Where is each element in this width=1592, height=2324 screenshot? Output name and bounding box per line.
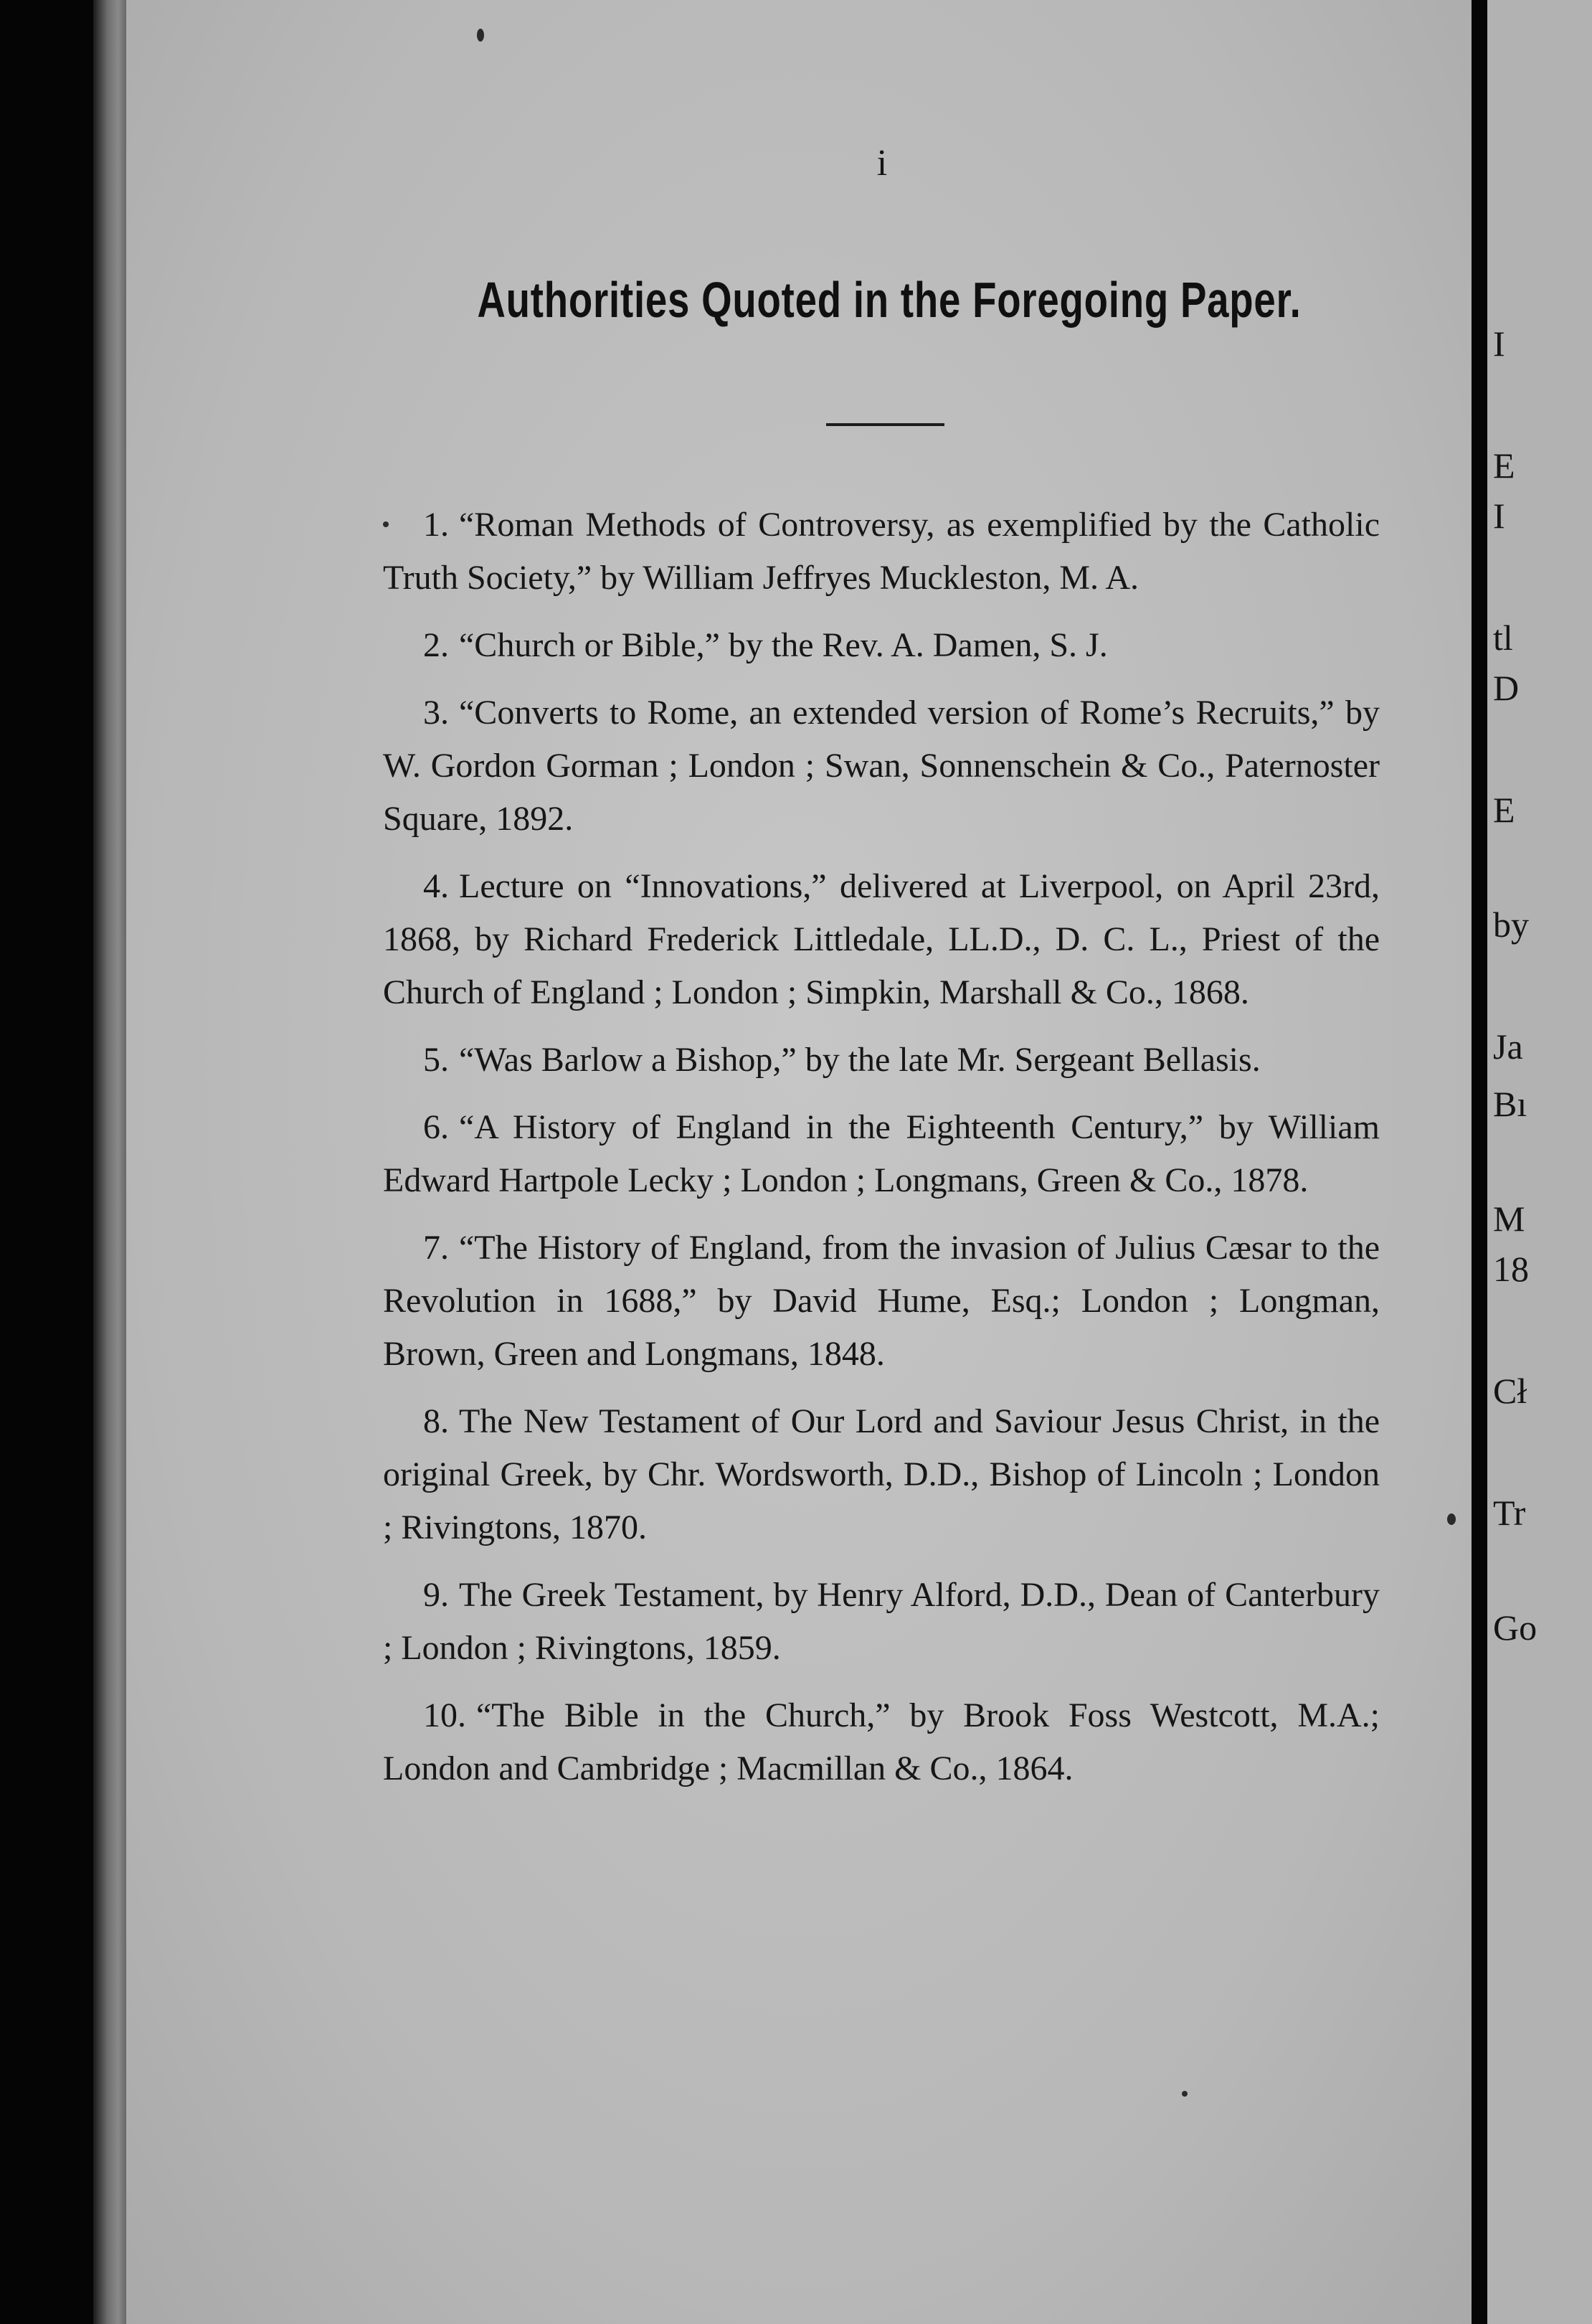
list-item	[383, 1222, 1380, 1381]
entry-text: Lecture on “Innovations,” delivered at Liverpool, on April 23rd, 1868, by Richard Frederick Littledale, LL.D., D. C. L., Priest of the Church of England ; London ; Simpkin, Marshall & Co., 1868.	[383, 867, 1380, 1011]
fragment-text: by	[1493, 904, 1529, 945]
fragment-text: Cł	[1493, 1371, 1527, 1411]
entry-number: 9.	[423, 1576, 449, 1614]
entry-number: 3.	[423, 694, 449, 732]
adjacent-page-fragment	[1487, 0, 1592, 2324]
list-item	[383, 1034, 1380, 1087]
fragment-text: Bı	[1493, 1084, 1527, 1124]
page-number: i	[876, 143, 888, 184]
entry-text: “Was Barlow a Bishop,” by the late Mr. Sergeant Bellasis.	[459, 1041, 1261, 1079]
entry-text: “Church or Bible,” by the Rev. A. Damen, S. J.	[459, 626, 1108, 664]
title-divider	[826, 423, 944, 426]
entry-number: 4.	[423, 867, 449, 905]
entry-text: “The Bible in the Church,” by Brook Foss Westcott, M.A.; London and Cambridge ; Macmillan & Co., 1864.	[383, 1696, 1380, 1787]
entry-text: “Roman Methods of Controversy, as exemplified by the Catholic Truth Society,” by William Jeffryes Muckleston, M. A.	[383, 506, 1380, 597]
fragment-text: Ja	[1493, 1026, 1523, 1067]
ink-speck	[477, 29, 484, 42]
list-item	[383, 1569, 1380, 1675]
fragment-text: E	[1493, 790, 1515, 830]
entry-number: 2.	[423, 626, 449, 664]
fragment-text: M	[1493, 1199, 1525, 1239]
entry-number: 1.	[423, 506, 449, 544]
list-item	[383, 499, 1380, 605]
page-title: Authorities Quoted in the Foregoing Paper.	[477, 272, 1302, 328]
ink-speck	[1447, 1513, 1456, 1525]
fragment-text: I	[1493, 496, 1505, 536]
entry-text: “Converts to Rome, an extended version of Rome’s Recruits,” by W. Gordon Gorman ; London ; Swan, Sonnenschein & Co., Paternoster Square, 1892.	[383, 694, 1380, 838]
entry-text: The Greek Testament, by Henry Alford, D.D., Dean of Canterbury ; London ; Rivingtons, 1859.	[383, 1576, 1380, 1667]
fragment-text: Go	[1493, 1607, 1537, 1648]
fragment-text: I	[1493, 323, 1505, 364]
page-gutter	[1472, 0, 1487, 2324]
entry-text: The New Testament of Our Lord and Saviour Jesus Christ, in the original Greek, by Chr. Wordsworth, D.D., Bishop of Lincoln ; London ; Rivingtons, 1870.	[383, 1402, 1380, 1546]
fragment-text: tl	[1493, 618, 1513, 658]
list-item	[383, 619, 1380, 672]
list-item	[383, 1101, 1380, 1207]
left-page-edge	[93, 0, 129, 2324]
entry-number: 8.	[423, 1402, 449, 1440]
list-item	[383, 1395, 1380, 1554]
list-item	[383, 686, 1380, 846]
fragment-text: 18	[1493, 1249, 1529, 1289]
list-item	[383, 1689, 1380, 1795]
ink-speck	[383, 521, 389, 527]
fragment-text: E	[1493, 445, 1515, 486]
ink-speck	[1182, 2091, 1188, 2097]
entry-number: 6.	[423, 1108, 449, 1146]
entry-text: “A History of England in the Eighteenth Century,” by William Edward Hartpole Lecky ; London ; Longmans, Green & Co., 1878.	[383, 1108, 1380, 1199]
entry-text: “The History of England, from the invasion of Julius Cæsar to the Revolution in 1688,” by David Hume, Esq.; London ; Longman, Brown, Green and Longmans, 1848.	[383, 1229, 1380, 1373]
list-item	[383, 860, 1380, 1019]
entry-number: 5.	[423, 1041, 449, 1079]
fragment-text: D	[1493, 668, 1520, 708]
entry-number: 10.	[423, 1696, 466, 1734]
authorities-list	[383, 499, 1380, 1810]
fragment-text: Tr	[1493, 1493, 1526, 1533]
entry-number: 7.	[423, 1229, 449, 1267]
